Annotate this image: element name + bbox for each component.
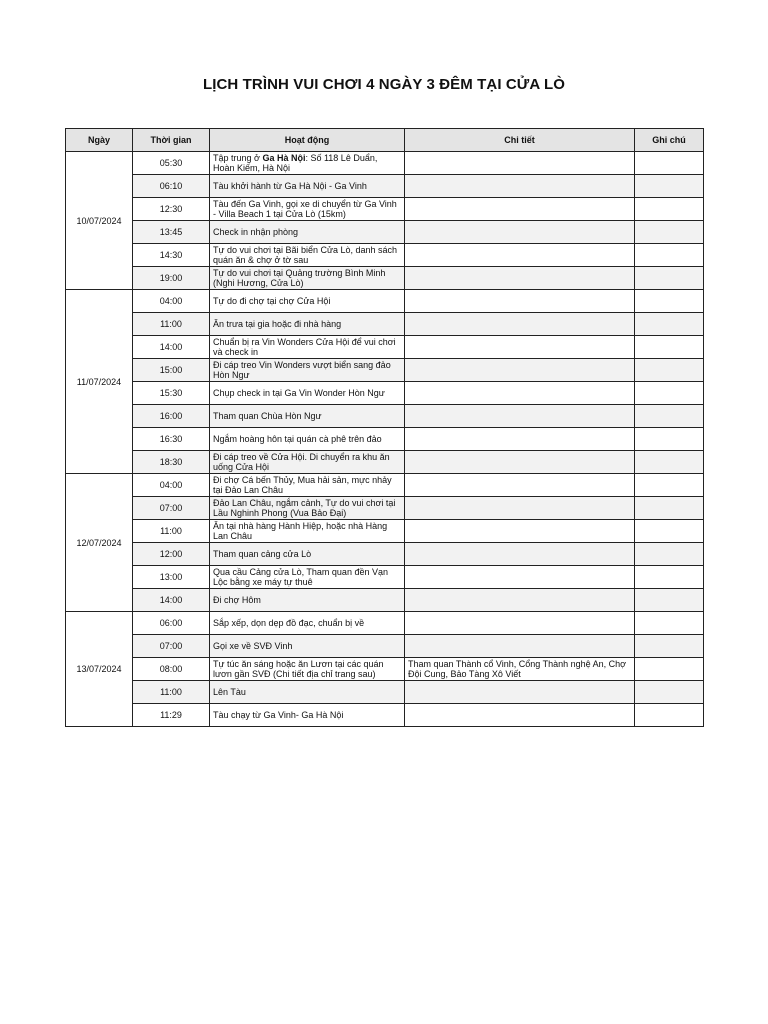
note-cell	[635, 704, 704, 727]
detail-cell	[405, 198, 635, 221]
activity-cell: Tham quan Chùa Hòn Ngư	[210, 405, 405, 428]
time-cell: 15:30	[133, 382, 210, 405]
time-cell: 04:00	[133, 474, 210, 497]
header-time: Thời gian	[133, 129, 210, 152]
table-row	[66, 658, 704, 681]
time-cell: 04:00	[133, 290, 210, 313]
table-row	[66, 635, 704, 658]
note-cell	[635, 267, 704, 290]
day-cell: 10/07/2024	[66, 152, 133, 290]
activity-cell: Ăn trưa tại gia hoặc đi nhà hàng	[210, 313, 405, 336]
activity-cell: Chụp check in tại Ga Vin Wonder Hòn Ngư	[210, 382, 405, 405]
activity-cell: Chuẩn bị ra Vin Wonders Cửa Hội để vui chơi và check in	[210, 336, 405, 359]
header-date: Ngày	[66, 129, 133, 152]
table-row	[66, 474, 704, 497]
activity-cell: Ngắm hoàng hôn tại quán cà phê trên đảo	[210, 428, 405, 451]
activity-cell	[210, 152, 405, 175]
note-cell	[635, 152, 704, 175]
table-row	[66, 336, 704, 359]
detail-cell	[405, 612, 635, 635]
activity-cell: Tàu đến Ga Vinh, gọi xe di chuyển từ Ga Vinh - Villa Beach 1 tại Cửa Lò (15km)	[210, 198, 405, 221]
time-cell: 06:10	[133, 175, 210, 198]
time-cell: 15:00	[133, 359, 210, 382]
time-cell: 11:00	[133, 520, 210, 543]
note-cell	[635, 313, 704, 336]
detail-cell	[405, 152, 635, 175]
activity-highlight: Ga Hà Nội	[262, 153, 306, 163]
detail-cell	[405, 313, 635, 336]
itinerary-table	[65, 128, 704, 727]
time-cell: 18:30	[133, 451, 210, 474]
activity-cell: Đi chợ Cá bến Thủy, Mua hải sản, mực nhảy tại Đảo Lan Châu	[210, 474, 405, 497]
time-cell: 16:00	[133, 405, 210, 428]
table-row	[66, 543, 704, 566]
detail-cell	[405, 474, 635, 497]
table-row	[66, 405, 704, 428]
note-cell	[635, 451, 704, 474]
table-row	[66, 359, 704, 382]
table-row	[66, 451, 704, 474]
table-row	[66, 704, 704, 727]
table-row	[66, 566, 704, 589]
time-cell: 16:30	[133, 428, 210, 451]
detail-cell: Tham quan Thành cổ Vinh, Cổng Thành nghệ An, Chợ Đội Cung, Bảo Tàng Xô Viết	[405, 658, 635, 681]
detail-cell	[405, 589, 635, 612]
table-row	[66, 612, 704, 635]
note-cell	[635, 290, 704, 313]
time-cell: 19:00	[133, 267, 210, 290]
activity-cell: Tự do đi chợ tại chợ Cửa Hội	[210, 290, 405, 313]
detail-cell	[405, 244, 635, 267]
note-cell	[635, 428, 704, 451]
table-row	[66, 198, 704, 221]
time-cell: 13:45	[133, 221, 210, 244]
note-cell	[635, 681, 704, 704]
time-cell: 07:00	[133, 635, 210, 658]
activity-cell: Đi cáp treo về Cửa Hội. Di chuyển ra khu ăn uống Cửa Hội	[210, 451, 405, 474]
header-activity: Hoạt động	[210, 129, 405, 152]
activity-prefix: Tập trung ở	[213, 153, 263, 163]
note-cell	[635, 497, 704, 520]
detail-cell	[405, 704, 635, 727]
detail-cell	[405, 566, 635, 589]
activity-text: : Số 118 Lê Duẩn, Hoàn Kiếm, Hà Nội	[213, 153, 378, 173]
note-cell	[635, 520, 704, 543]
detail-cell	[405, 428, 635, 451]
activity-cell: Gọi xe về SVĐ Vinh	[210, 635, 405, 658]
detail-cell	[405, 221, 635, 244]
note-cell	[635, 244, 704, 267]
detail-cell	[405, 359, 635, 382]
table-row	[66, 244, 704, 267]
time-cell: 11:29	[133, 704, 210, 727]
note-cell	[635, 474, 704, 497]
time-cell: 14:00	[133, 336, 210, 359]
note-cell	[635, 405, 704, 428]
detail-cell	[405, 290, 635, 313]
note-cell	[635, 382, 704, 405]
activity-cell: Ăn tại nhà hàng Hành Hiệp, hoặc nhà Hàng Lan Châu	[210, 520, 405, 543]
time-cell: 11:00	[133, 313, 210, 336]
note-cell	[635, 566, 704, 589]
table-row	[66, 382, 704, 405]
activity-cell: Qua cầu Cảng cửa Lò, Tham quan đền Vạn Lộc bằng xe máy tự thuê	[210, 566, 405, 589]
note-cell	[635, 336, 704, 359]
table-row	[66, 497, 704, 520]
header-row	[66, 129, 704, 152]
note-cell	[635, 543, 704, 566]
activity-cell: Tự do vui chơi tại Bãi biển Cửa Lò, danh sách quán ăn & chợ ở tờ sau	[210, 244, 405, 267]
detail-cell	[405, 635, 635, 658]
table-row	[66, 175, 704, 198]
activity-cell: Đảo Lan Châu, ngắm cảnh, Tự do vui chơi tại Lầu Nghinh Phong (Vua Bảo Đại)	[210, 497, 405, 520]
activity-cell: Đi cáp treo Vin Wonders vượt biển sang đảo Hòn Ngư	[210, 359, 405, 382]
activity-cell: Sắp xếp, dọn dẹp đồ đạc, chuẩn bị về	[210, 612, 405, 635]
activity-cell: Tàu chạy từ Ga Vinh- Ga Hà Nội	[210, 704, 405, 727]
table-row	[66, 221, 704, 244]
detail-cell	[405, 405, 635, 428]
detail-cell	[405, 543, 635, 566]
itinerary-body	[66, 152, 704, 727]
day-cell: 12/07/2024	[66, 474, 133, 612]
header-detail: Chi tiết	[405, 129, 635, 152]
time-cell: 14:30	[133, 244, 210, 267]
time-cell: 14:00	[133, 589, 210, 612]
table-row	[66, 152, 704, 175]
time-cell: 05:30	[133, 152, 210, 175]
table-row	[66, 290, 704, 313]
detail-cell	[405, 497, 635, 520]
table-row	[66, 428, 704, 451]
time-cell: 11:00	[133, 681, 210, 704]
detail-cell	[405, 451, 635, 474]
note-cell	[635, 175, 704, 198]
page-title: LỊCH TRÌNH VUI CHƠI 4 NGÀY 3 ĐÊM TẠI CỬA LÒ	[202, 76, 566, 93]
time-cell: 06:00	[133, 612, 210, 635]
activity-cell: Lên Tàu	[210, 681, 405, 704]
day-cell: 13/07/2024	[66, 612, 133, 727]
day-cell: 11/07/2024	[66, 290, 133, 474]
table-row	[66, 520, 704, 543]
note-cell	[635, 589, 704, 612]
table-row	[66, 313, 704, 336]
table-row	[66, 589, 704, 612]
detail-cell	[405, 175, 635, 198]
activity-cell: Tự do vui chơi tại Quảng trường Bình Minh (Nghi Hương, Cửa Lò)	[210, 267, 405, 290]
note-cell	[635, 221, 704, 244]
time-cell: 13:00	[133, 566, 210, 589]
detail-cell	[405, 267, 635, 290]
time-cell: 12:00	[133, 543, 210, 566]
time-cell: 08:00	[133, 658, 210, 681]
detail-cell	[405, 336, 635, 359]
detail-cell	[405, 681, 635, 704]
activity-cell: Tàu khởi hành từ Ga Hà Nội - Ga Vinh	[210, 175, 405, 198]
note-cell	[635, 612, 704, 635]
activity-cell: Check in nhận phòng	[210, 221, 405, 244]
note-cell	[635, 198, 704, 221]
activity-cell: Tự túc ăn sáng hoặc ăn Lươn tại các quán lươn gần SVĐ (Chi tiết địa chỉ trang sau)	[210, 658, 405, 681]
activity-cell: Tham quan cảng cửa Lò	[210, 543, 405, 566]
header-note: Ghi chú	[635, 129, 704, 152]
time-cell: 12:30	[133, 198, 210, 221]
note-cell	[635, 635, 704, 658]
note-cell	[635, 359, 704, 382]
detail-cell	[405, 520, 635, 543]
table-row	[66, 681, 704, 704]
detail-cell	[405, 382, 635, 405]
note-cell	[635, 658, 704, 681]
time-cell: 07:00	[133, 497, 210, 520]
activity-cell: Đi chợ Hôm	[210, 589, 405, 612]
table-row	[66, 267, 704, 290]
